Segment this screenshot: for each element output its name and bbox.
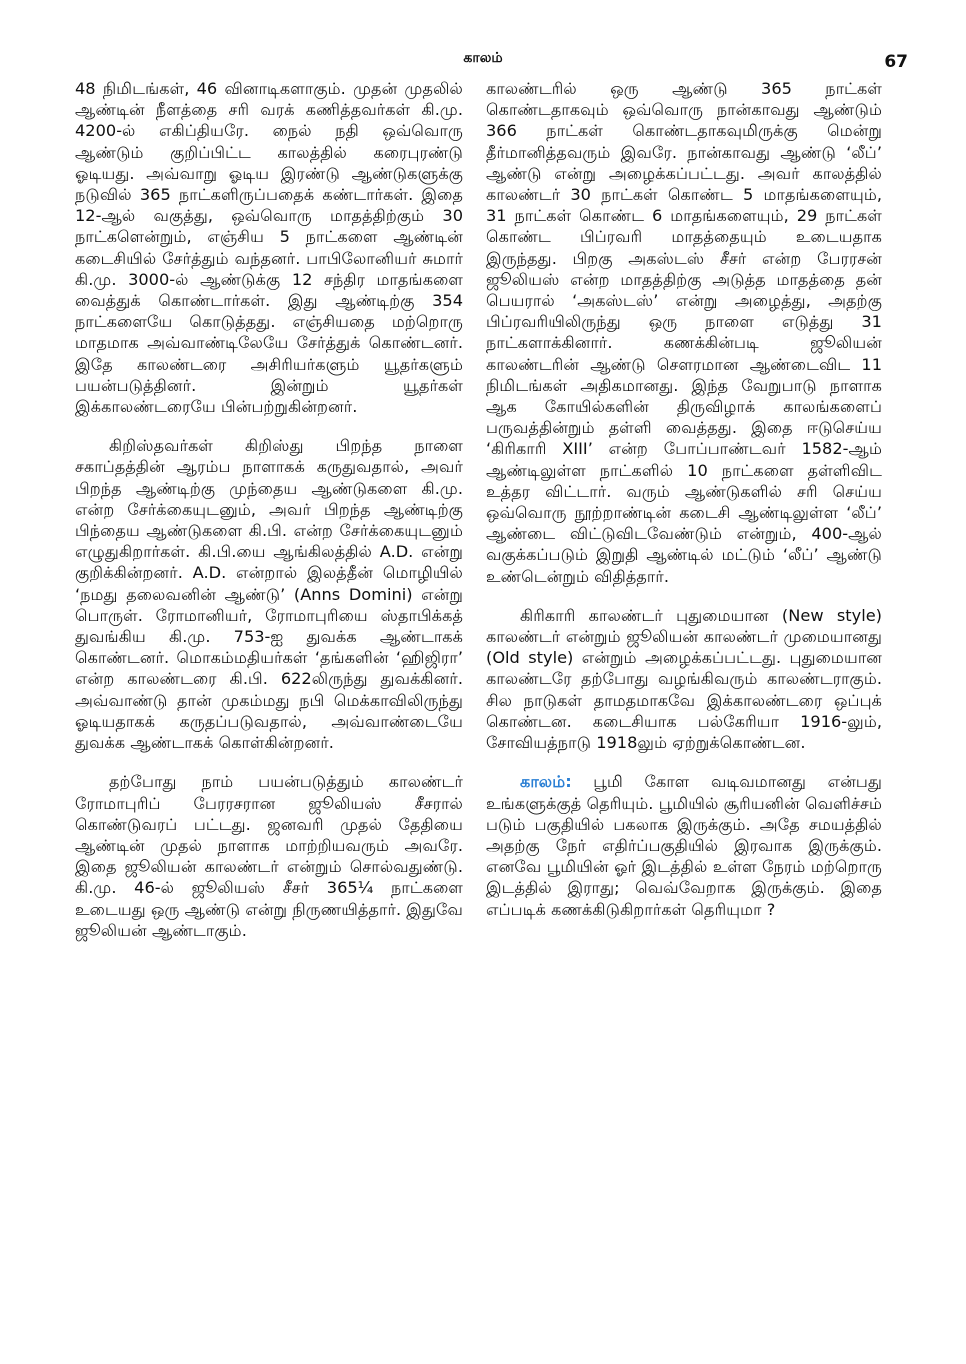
section-heading-kaalam: காலம்: (520, 772, 572, 792)
running-title: காலம் (463, 50, 503, 66)
right-paragraph-2: கிரிகாரி காலண்டர் புதுமையான (New style) காலண்டர் என்றும் ஜூலியன் காலண்டர் முமையானது (Old style) என்றும் அழைக்கப்பட்டது. புதுமையான காலண்டரே தற்போது வழங்கிவரும் காலண்டராகும். சில நாடுகள் தாமதமாகவே இக்காலண்டரை ஒப்புக் கொண்டன. கடைசியாக பல்கேரியா 1916-லும், சோவியத்நாடு 1918லும் ஏற்றுக்கொண்டன. (486, 605, 882, 753)
right-paragraph-1: காலண்டரில் ஒரு ஆண்டு 365 நாட்கள் கொண்டதாகவும் ஒவ்வொரு நான்காவது ஆண்டும் 366 நாட்கள் கொண்டதாகவுமிருக்கு மென்று தீர்மானித்தவரும் இவரே. நான்காவது ஆண்டு ‘லீப்’ ஆண்டு என்று அழைக்கப்பட்டது. அவர் காலத்தில் காலண்டர் 30 நாட்கள் கொண்ட 5 மாதங்களையும், 31 நாட்கள் கொண்ட 6 மாதங்களையும், 29 நாட்கள் கொண்ட பிப்ரவரி மாதத்தையும் உடையதாக இருந்தது. பிறகு அகஸ்டஸ் சீசர் என்ற பேரரசன் ஜூலியஸ் என்ற மாதத்திற்கு அடுத்த மாதத்தை தன் பெயரால் ‘அகஸ்டஸ்’ என்று அழைத்து, அதற்கு பிப்ரவரியிலிருந்து ஒரு நாளை எடுத்து 31 நாட்களாக்கினார். கணக்கின்படி ஜூலியன் காலண்டரின் ஆண்டு சௌரமான ஆண்டைவிட 11 நிமிடங்கள் அதிகமானது. இந்த வேறுபாடு நாளாக ஆக கோயில்களின் திருவிழாக் காலங்களைப் பருவத்தின்றும் தள்ளி வைத்தது. இதை ஈடுசெய்ய ‘கிரிகாரி XIII’ என்ற போப்பாண்டவர் 1582-ஆம் ஆண்டிலுள்ள நாட்களில் 10 நாட்களை தள்ளிவிட உத்தர விட்டார். வரும் ஆண்டுகளில் சரி செய்ய ஒவ்வொரு நூற்றாண்டின் கடைசி ஆண்டிலுள்ள ‘லீப்’ ஆண்டை விட்டுவிடவேண்டும் என்றும், 400-ஆல் வகுக்கப்படும் இறுதி ஆண்டில் மட்டும் ‘லீப்’ ஆண்டு உண்டென்றும் விதித்தார். (486, 79, 882, 586)
left-paragraph-2: கிறிஸ்தவர்கள் கிறிஸ்து பிறந்த நாளை சகாப்தத்தின் ஆரம்ப நாளாகக் கருதுவதால், அவர் பிறந்த ஆண்டிற்கு முந்தைய ஆண்டுகளை கி.மு. என்ற சேர்க்கையுடனும், அவர் பிறந்த ஆண்டிற்கு பிந்தைய ஆண்டுகளை கி.பி. என்ற சேர்க்கையுடனும் எழுதுகிறார்கள். கி.பி.யை ஆங்கிலத்தில் A.D. என்று குறிக்கின்றனர். A.D. என்றால் இலத்தீன் மொழியில் ‘நமது தலைவனின் ஆண்டு’ (Anns Domini) என்று பொருள். ரோமானியர், ரோமாபுரியை ஸ்தாபிக்கத் துவங்கிய கி.மு. 753-ஐ துவக்க ஆண்டாகக் கொண்டனர். மொகம்மதியர்கள் ‘தங்களின் ‘ஹிஜிரா’ என்ற காலண்டரை கி.பி. 622லிருந்து துவக்கினர். அவ்வாண்டு தான் முகம்மது நபி மெக்காவிலிருந்து ஓடியதாகக் கருதப்படுவதால், அவ்வாண்டையே துவக்க ஆண்டாகக் கொள்கின்றனர். (75, 436, 463, 753)
left-paragraph-3: தற்போது நாம் பயன்படுத்தும் காலண்டர் ரோமாபுரிப் பேரரசரான ஜூலியஸ் சீசரால் கொண்டுவரப் பட்டது. ஜனவரி முதல் தேதியை ஆண்டின் முதல் நாளாக மாற்றியவரும் அவரே. இதை ஜூலியன் காலண்டர் என்றும் சொல்வதுண்டு. கி.மு. 46-ல் ஜூலியஸ் சீசர் 365¼ நாட்களை உடையது ஒரு ஆண்டு என்று நிருணயித்தார். இதுவே ஜூலியன் ஆண்டாகும். (75, 772, 464, 940)
left-paragraph-1: 48 நிமிடங்கள், 46 வினாடிகளாகும். முதன் முதலில் ஆண்டின் நீளத்தை சரி வரக் கணித்தவர்கள் கி.மு. 4200-ல் எகிப்தியரே. நைல் நதி ஒவ்வொரு ஆண்டும் குறிப்பிட்ட காலத்தில் கரைபுரண்டு ஓடியது. அவ்வாறு ஓடிய இரண்டு ஆண்டுகளுக்கு நடுவில் 365 நாட்களிருப்பதைக் கண்டார்கள். இதை 12-ஆல் வகுத்து, ஒவ்வொரு மாதத்திற்கும் 30 நாட்களென்றும், எஞ்சிய 5 நாட்களை ஆண்டின் கடைசியில் சேர்த்தும் வந்தனர். பாபிலோனியர் சுமார் கி.மு. 3000-ல் ஆண்டுக்கு 12 சந்திர மாதங்களை வைத்துக் கொண்டார்கள். இது ஆண்டிற்கு 354 நாட்களையே கொடுத்தது. எஞ்சியதை மற்றொரு மாதமாக அவ்வாண்டிலேயே சேர்த்துக் கொண்டனர். இதே காலண்டரை அசிரியர்களும் யூதர்களும் பயன்படுத்தினர். இன்றும் யூதர்கள் இக்காலண்டரையே பின்பற்றுகின்றனர். (75, 79, 463, 417)
left-column (75, 78, 463, 941)
right-paragraph-3 (486, 771, 882, 919)
right-column (486, 78, 882, 920)
right-paragraph-3-body: பூமி கோள வடிவமானது என்பது உங்களுக்குத் தெரியும். பூமியில் சூரியனின் வெளிச்சம் படும் பகுதியில் பகலாக இருக்கும். அதே சமயத்தில் அதற்கு நேர் எதிர்ப்பகுதியில் இரவாக இருக்கும். எனவே பூமியின் ஓர் இடத்தில் உள்ள நேரம் மற்றொரு இடத்தில் இராது; வெவ்வேறாக இருக்கும். இதை எப்படிக் கணக்கிடுகிறார்கள் தெரியுமா ? (486, 772, 882, 919)
page-number: 67 (884, 52, 908, 72)
